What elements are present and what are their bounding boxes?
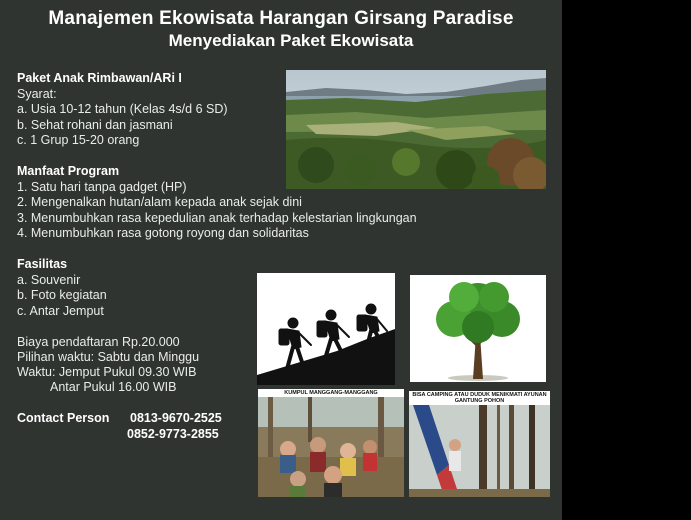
pickup-time: Waktu: Jemput Pukul 09.30 WIB (17, 365, 197, 379)
dropoff-time: Antar Pukul 16.00 WIB (50, 380, 177, 394)
landscape-photo (286, 70, 546, 189)
requirement-item: b. Sehat rohani dan jasmani (17, 118, 173, 132)
facilities-heading: Fasilitas (17, 257, 68, 271)
gathering-caption: KUMPUL MANGGANG-MANGGANG (284, 390, 378, 396)
facility-item: b. Foto kegiatan (17, 288, 107, 302)
contact-phone-2: 0852-9773-2855 (127, 427, 219, 441)
registration-fee: Biaya pendaftaran Rp.20.000 (17, 335, 180, 349)
schedule-days: Pilihan waktu: Sabtu dan Minggu (17, 350, 200, 364)
contact-label: Contact Person (17, 411, 110, 425)
benefit-item: 3. Menumbuhkan rasa kepedulian anak terhadap kelestarian lingkungan (17, 211, 417, 225)
benefits-heading: Manfaat Program (17, 164, 120, 178)
hammock-caption: BISA CAMPING ATAU DUDUK MENIKMATI AYUNAN GANTUNG POHON (412, 392, 547, 404)
poster-title: Manajemen Ekowisata Harangan Girsang Paradise (48, 8, 514, 29)
gathering-photo (258, 389, 404, 497)
requirements-label: Syarat: (17, 87, 57, 101)
benefit-item: 1. Satu hari tanpa gadget (HP) (17, 180, 187, 194)
black-margin (562, 0, 691, 520)
requirement-item: c. 1 Grup 15-20 orang (17, 133, 140, 147)
hammock-photo (409, 391, 550, 497)
facility-item: c. Antar Jemput (17, 304, 104, 318)
benefit-item: 2. Mengenalkan hutan/alam kepada anak sejak dini (17, 195, 302, 209)
requirement-item: a. Usia 10-12 tahun (Kelas 4s/d 6 SD) (17, 102, 228, 116)
tree-image (410, 275, 546, 382)
contact-phone-1: 0813-9670-2525 (130, 411, 222, 425)
facility-item: a. Souvenir (17, 273, 81, 287)
benefit-item: 4. Menumbuhkan rasa gotong royong dan solidaritas (17, 226, 309, 240)
poster-subtitle: Menyediakan Paket Ekowisata (168, 31, 414, 50)
hikers-silhouette-image (257, 273, 395, 385)
package-heading: Paket Anak Rimbawan/ARi I (17, 71, 182, 85)
